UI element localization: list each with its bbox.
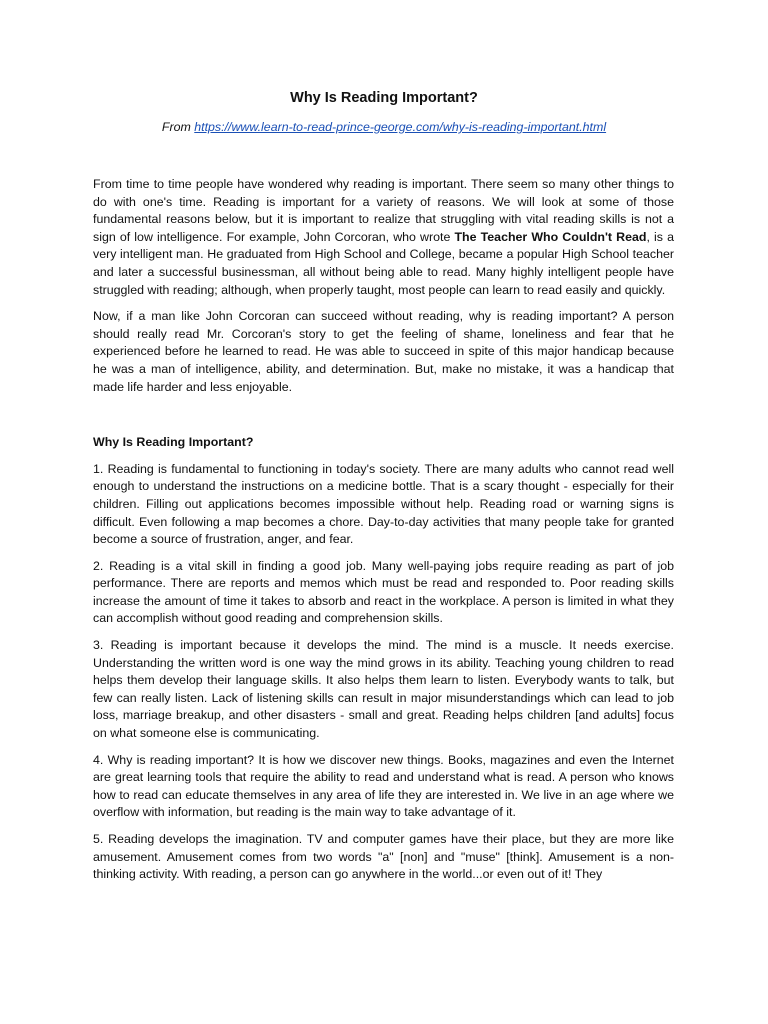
source-link[interactable]: https://www.learn-to-read-prince-george.com/why-is-reading-important.html <box>194 120 607 134</box>
intro-paragraph-1 <box>93 176 674 299</box>
reason-paragraph-1: 1. Reading is fundamental to functioning in today's society. There are many adults who cannot read well enough to understand the instructions on a medicine bottle. That is a scary thought - especially for their children. Filling out applications becomes impossible without help. Reading road or warning signs is difficult. Even following a map becomes a chore. Day-to-day activities that many people take for granted become a source of frustration, anger, and fear. <box>93 461 674 547</box>
intro-text-a: From time to time people have wondered why reading is important. There seem so many other things to do with one's time. Reading is important for a variety of reasons. We will look at some of those fundamental reasons below, but it is important to realize that struggling with vital reading skills is not a sign of low intelligence. For example, John Corcoran, who wrote <box>93 177 674 244</box>
reason-paragraph-4: 4. Why is reading important? It is how we discover new things. Books, magazines and even the Internet are great learning tools that require the ability to read and understand what is read. A person who knows how to read can educate themselves in any area of life they are interested in. We live in an age where we overflow with information, but reading is the main way to take advantage of it. <box>93 752 674 820</box>
intro-paragraph-2: Now, if a man like John Corcoran can succeed without reading, why is reading important? A person should really read Mr. Corcoran's story to get the feeling of shame, loneliness and fear that he experienced before he learned to read. He was able to succeed in spite of this major handicap because he was a man of intelligence, ability, and determination. But, make no mistake, it was a handicap that made life harder and less enjoyable. <box>93 309 674 394</box>
source-prefix: From <box>161 120 195 134</box>
reason-paragraph-3: 3. Reading is important because it develops the mind. The mind is a muscle. It needs exercise. Understanding the written word is one way the mind grows in its ability. Teaching young children to read helps them develop their language skills. It also helps them learn to listen. Everybody wants to talk, but few can really listen. Lack of listening skills can result in major misunderstandings which can lead to job loss, marriage breakup, and other disasters - small and great. Reading helps children [and adults] focus on what someone else is communicating. <box>93 638 674 741</box>
page-title: Why Is Reading Important? <box>290 90 478 106</box>
document-body <box>93 176 674 893</box>
book-title: The Teacher Who Couldn't Read <box>454 229 647 244</box>
source-line <box>0 120 768 134</box>
reason-paragraph-2: 2. Reading is a vital skill in finding a good job. Many well-paying jobs require reading as part of job performance. There are reports and memos which must be read and responded to. Poor reading skills increase the amount of time it takes to absorb and react in the workplace. A person is limited in what they can accomplish without good reading and comprehension skills. <box>93 558 674 626</box>
intro-text-b: , is a very intelligent man. He graduated from High School and College, became a popular High School teacher and later a successful businessman, all without being able to read. Many highly intelligent people have struggled with reading; although, when properly taught, most people can learn to read easily and quickly. <box>93 229 675 297</box>
reason-paragraph-5: 5. Reading develops the imagination. TV and computer games have their place, but they are more like amusement. Amusement comes from two words "a" [non] and "muse" [think]. Amusement is a non-thinking activity. With reading, a person can go anywhere in the world...or even out of it! They <box>93 832 674 882</box>
section-heading: Why Is Reading Important? <box>93 435 254 450</box>
